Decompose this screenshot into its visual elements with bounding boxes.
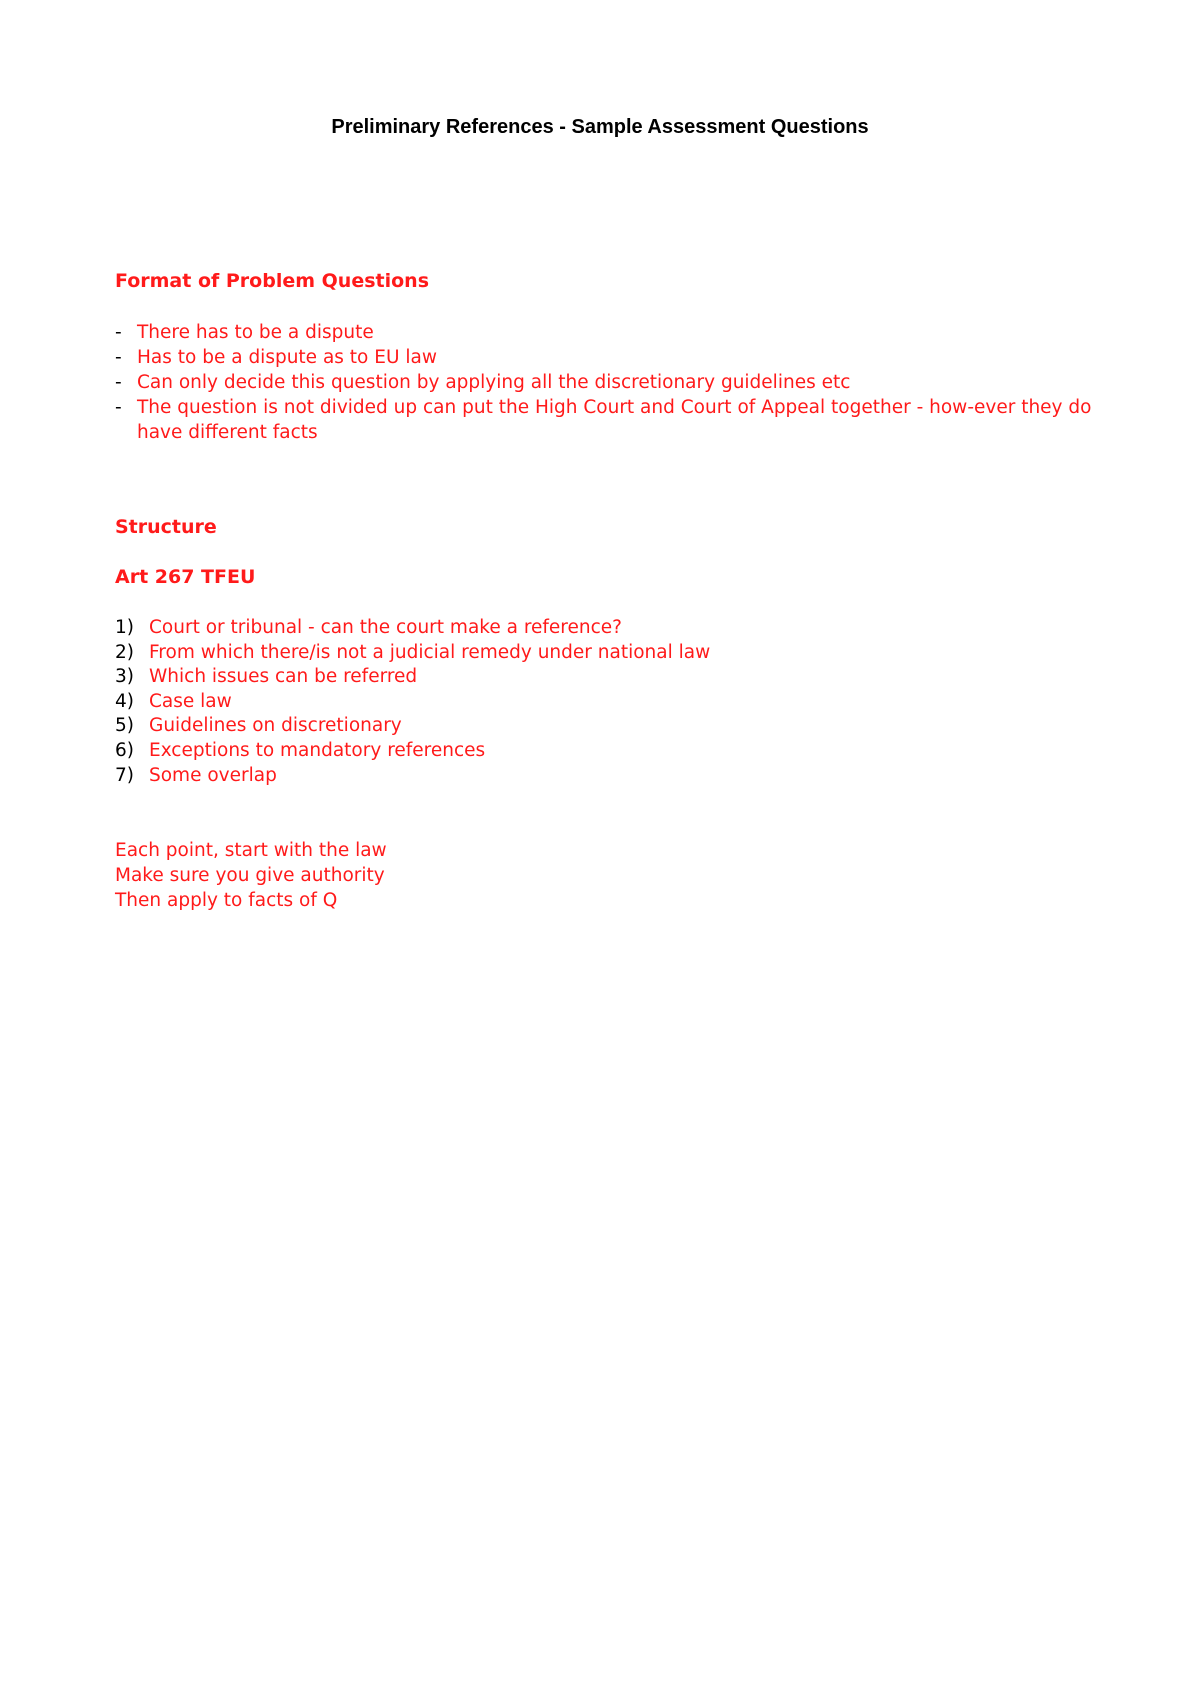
list-number: 2) bbox=[115, 641, 134, 663]
list-number: 4) bbox=[115, 690, 134, 712]
structure-numbered-list bbox=[115, 616, 710, 788]
list-item-text: From which there/is not a judicial remedy under national law bbox=[149, 641, 711, 663]
bullet-dash: - bbox=[115, 322, 122, 343]
structure-heading: Structure bbox=[115, 516, 217, 538]
list-item-text: Some overlap bbox=[149, 764, 277, 786]
list-number: 7) bbox=[115, 764, 134, 786]
list-item-text: Has to be a dispute as to EU law bbox=[137, 347, 437, 368]
list-number: 1) bbox=[115, 617, 134, 638]
list-number: 3) bbox=[115, 666, 134, 688]
list-item bbox=[115, 616, 710, 641]
bullet-dash: - bbox=[115, 397, 122, 418]
note-line: Then apply to facts of Q bbox=[115, 890, 338, 911]
format-bullet-list bbox=[115, 320, 1115, 445]
list-item bbox=[115, 370, 1115, 395]
closing-notes bbox=[115, 838, 387, 913]
bullet-dash: - bbox=[115, 347, 122, 368]
list-item-text: Case law bbox=[149, 690, 232, 712]
document-title: Preliminary References - Sample Assessment Questions bbox=[331, 116, 869, 138]
note-line: Make sure you give authority bbox=[115, 865, 385, 886]
list-item-text: Court or tribunal - can the court make a reference? bbox=[149, 617, 622, 638]
list-item-text: There has to be a dispute bbox=[137, 322, 374, 343]
note-line: Each point, start with the law bbox=[115, 840, 387, 861]
list-item bbox=[115, 764, 710, 789]
list-item bbox=[115, 665, 710, 690]
list-item bbox=[115, 395, 1115, 445]
list-item bbox=[115, 714, 710, 739]
list-item bbox=[115, 320, 1115, 345]
list-item bbox=[115, 690, 710, 715]
list-item-text: Which issues can be referred bbox=[149, 666, 418, 688]
list-item-text: Can only decide this question by applying all the discretionary guidelines etc bbox=[137, 372, 851, 393]
list-item bbox=[115, 641, 710, 666]
format-heading: Format of Problem Questions bbox=[115, 270, 430, 292]
list-number: 6) bbox=[115, 739, 134, 761]
list-item bbox=[115, 739, 710, 764]
bullet-dash: - bbox=[115, 372, 122, 393]
article-subheading: Art 267 TFEU bbox=[115, 566, 256, 588]
list-item-text: Guidelines on discretionary bbox=[149, 715, 402, 737]
list-item-text: The question is not divided up can put the High Court and Court of Appeal together - how-ever they do have different facts bbox=[137, 397, 1092, 443]
list-number: 5) bbox=[115, 715, 134, 737]
list-item bbox=[115, 345, 1115, 370]
list-item-text: Exceptions to mandatory references bbox=[149, 739, 486, 761]
